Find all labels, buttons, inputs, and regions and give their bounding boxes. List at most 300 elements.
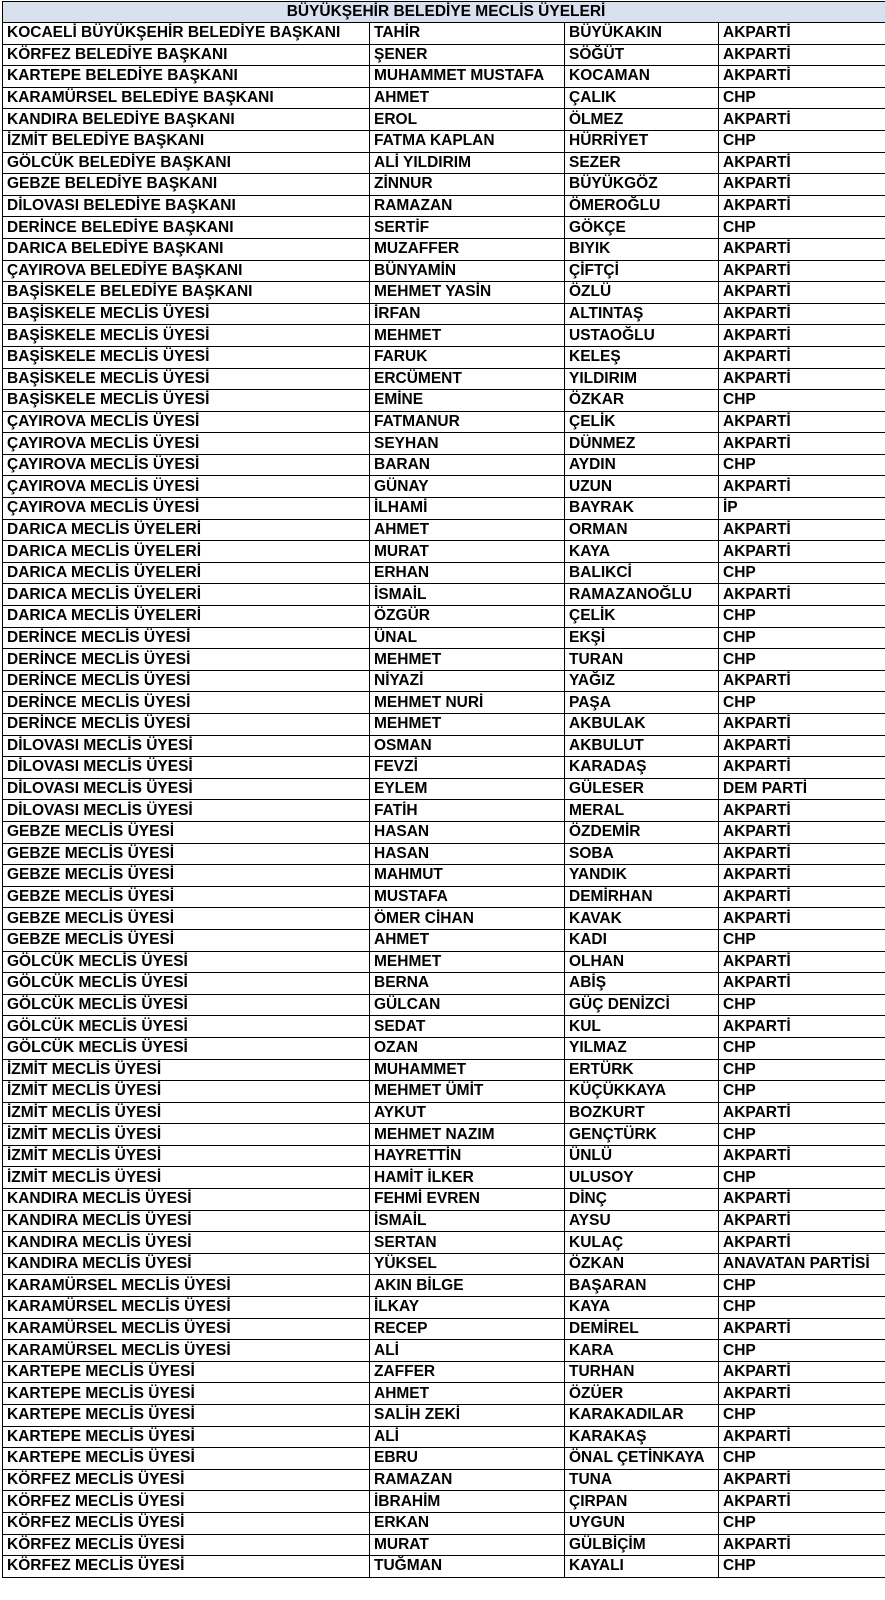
party-cell: CHP	[719, 562, 885, 584]
first-name-cell: EBRU	[370, 1448, 565, 1470]
first-name-cell: FATİH	[370, 800, 565, 822]
table-row	[3, 346, 885, 368]
position-cell: KARTEPE MECLİS ÜYESİ	[3, 1426, 370, 1448]
party-cell: AKPARTİ	[719, 908, 885, 930]
first-name-cell: MEHMET NAZIM	[370, 1124, 565, 1146]
party-cell: AKPARTİ	[719, 1426, 885, 1448]
party-cell: AKPARTİ	[719, 1318, 885, 1340]
party-cell: AKPARTİ	[719, 1210, 885, 1232]
position-cell: ÇAYIROVA MECLİS ÜYESİ	[3, 411, 370, 433]
last-name-cell: AKBULUT	[565, 735, 719, 757]
position-cell: KARAMÜRSEL MECLİS ÜYESİ	[3, 1318, 370, 1340]
party-cell: İP	[719, 498, 885, 520]
party-cell: AKPARTİ	[719, 238, 885, 260]
position-cell: GÖLCÜK BELEDİYE BAŞKANI	[3, 152, 370, 174]
party-cell: AKPARTİ	[719, 282, 885, 304]
last-name-cell: KÜÇÜKKAYA	[565, 1081, 719, 1103]
party-cell: AKPARTİ	[719, 821, 885, 843]
last-name-cell: ALTINTAŞ	[565, 303, 719, 325]
position-cell: GÖLCÜK MECLİS ÜYESİ	[3, 973, 370, 995]
party-cell: CHP	[719, 1275, 885, 1297]
position-cell: DİLOVASI MECLİS ÜYESİ	[3, 735, 370, 757]
table-row	[3, 282, 885, 304]
party-cell: CHP	[719, 994, 885, 1016]
first-name-cell: SERTAN	[370, 1232, 565, 1254]
first-name-cell: HASAN	[370, 821, 565, 843]
last-name-cell: ÖZKAR	[565, 390, 719, 412]
table-row	[3, 1037, 885, 1059]
first-name-cell: AKIN BİLGE	[370, 1275, 565, 1297]
first-name-cell: ÖZGÜR	[370, 606, 565, 628]
last-name-cell: SEZER	[565, 152, 719, 174]
first-name-cell: YÜKSEL	[370, 1253, 565, 1275]
table-row	[3, 714, 885, 736]
position-cell: BAŞİSKELE MECLİS ÜYESİ	[3, 325, 370, 347]
position-cell: İZMİT MECLİS ÜYESİ	[3, 1124, 370, 1146]
first-name-cell: İLKAY	[370, 1297, 565, 1319]
party-cell: ANAVATAN PARTİSİ	[719, 1253, 885, 1275]
party-cell: CHP	[719, 1448, 885, 1470]
first-name-cell: ÖMER CİHAN	[370, 908, 565, 930]
last-name-cell: YILMAZ	[565, 1037, 719, 1059]
table-row	[3, 1491, 885, 1513]
last-name-cell: KADI	[565, 929, 719, 951]
table-row	[3, 1383, 885, 1405]
position-cell: KÖRFEZ BELEDİYE BAŞKANI	[3, 44, 370, 66]
party-cell: AKPARTİ	[719, 1534, 885, 1556]
table-row	[3, 368, 885, 390]
party-cell: AKPARTİ	[719, 260, 885, 282]
position-cell: DARICA MECLİS ÜYELERİ	[3, 562, 370, 584]
first-name-cell: EYLEM	[370, 778, 565, 800]
position-cell: İZMİT MECLİS ÜYESİ	[3, 1059, 370, 1081]
last-name-cell: KULAÇ	[565, 1232, 719, 1254]
first-name-cell: FARUK	[370, 346, 565, 368]
first-name-cell: ZAFFER	[370, 1361, 565, 1383]
first-name-cell: FEHMİ EVREN	[370, 1189, 565, 1211]
table-row	[3, 44, 885, 66]
party-cell: CHP	[719, 1037, 885, 1059]
party-cell: CHP	[719, 217, 885, 239]
last-name-cell: ERTÜRK	[565, 1059, 719, 1081]
last-name-cell: YILDIRIM	[565, 368, 719, 390]
last-name-cell: BÜYÜKAKIN	[565, 23, 719, 45]
last-name-cell: KAYA	[565, 1297, 719, 1319]
party-cell: AKPARTİ	[719, 44, 885, 66]
party-cell: AKPARTİ	[719, 886, 885, 908]
last-name-cell: GÜÇ DENİZCİ	[565, 994, 719, 1016]
first-name-cell: MEHMET ÜMİT	[370, 1081, 565, 1103]
position-cell: İZMİT MECLİS ÜYESİ	[3, 1167, 370, 1189]
first-name-cell: AHMET	[370, 929, 565, 951]
position-cell: DERİNCE MECLİS ÜYESİ	[3, 627, 370, 649]
position-cell: GEBZE MECLİS ÜYESİ	[3, 843, 370, 865]
party-cell: CHP	[719, 1297, 885, 1319]
position-cell: KANDIRA MECLİS ÜYESİ	[3, 1253, 370, 1275]
party-cell: CHP	[719, 1405, 885, 1427]
table-row	[3, 519, 885, 541]
table-row	[3, 1145, 885, 1167]
last-name-cell: PAŞA	[565, 692, 719, 714]
table-row	[3, 1081, 885, 1103]
first-name-cell: GÜNAY	[370, 476, 565, 498]
table-row	[3, 800, 885, 822]
last-name-cell: ORMAN	[565, 519, 719, 541]
position-cell: DERİNCE MECLİS ÜYESİ	[3, 692, 370, 714]
position-cell: GEBZE MECLİS ÜYESİ	[3, 865, 370, 887]
party-cell: AKPARTİ	[719, 865, 885, 887]
first-name-cell: AHMET	[370, 1383, 565, 1405]
last-name-cell: ÇALIK	[565, 87, 719, 109]
last-name-cell: BALIKCİ	[565, 562, 719, 584]
party-cell: CHP	[719, 1556, 885, 1578]
first-name-cell: OSMAN	[370, 735, 565, 757]
position-cell: KARTEPE MECLİS ÜYESİ	[3, 1405, 370, 1427]
table-row	[3, 1534, 885, 1556]
last-name-cell: KELEŞ	[565, 346, 719, 368]
table-row	[3, 1102, 885, 1124]
last-name-cell: BIYIK	[565, 238, 719, 260]
table-row	[3, 1016, 885, 1038]
table-row	[3, 1253, 885, 1275]
last-name-cell: KARAKAŞ	[565, 1426, 719, 1448]
first-name-cell: TAHİR	[370, 23, 565, 45]
party-cell: AKPARTİ	[719, 66, 885, 88]
party-cell: CHP	[719, 1340, 885, 1362]
first-name-cell: ALİ	[370, 1340, 565, 1362]
party-cell: AKPARTİ	[719, 1145, 885, 1167]
first-name-cell: İSMAİL	[370, 584, 565, 606]
table-row	[3, 1210, 885, 1232]
first-name-cell: EROL	[370, 109, 565, 131]
last-name-cell: ÇIRPAN	[565, 1491, 719, 1513]
first-name-cell: AHMET	[370, 519, 565, 541]
last-name-cell: KAYALI	[565, 1556, 719, 1578]
party-cell: AKPARTİ	[719, 519, 885, 541]
last-name-cell: GENÇTÜRK	[565, 1124, 719, 1146]
first-name-cell: EMİNE	[370, 390, 565, 412]
party-cell: AKPARTİ	[719, 303, 885, 325]
first-name-cell: ALİ	[370, 1426, 565, 1448]
party-cell: AKPARTİ	[719, 1491, 885, 1513]
last-name-cell: ULUSOY	[565, 1167, 719, 1189]
first-name-cell: ÜNAL	[370, 627, 565, 649]
first-name-cell: FATMA KAPLAN	[370, 130, 565, 152]
last-name-cell: DEMİREL	[565, 1318, 719, 1340]
table-row	[3, 843, 885, 865]
last-name-cell: ÇİFTÇİ	[565, 260, 719, 282]
table-row	[3, 541, 885, 563]
last-name-cell: KOCAMAN	[565, 66, 719, 88]
table-row	[3, 303, 885, 325]
last-name-cell: ÖLMEZ	[565, 109, 719, 131]
last-name-cell: ÖZÜER	[565, 1383, 719, 1405]
last-name-cell: TURAN	[565, 649, 719, 671]
first-name-cell: MURAT	[370, 541, 565, 563]
last-name-cell: TUNA	[565, 1469, 719, 1491]
party-cell: AKPARTİ	[719, 843, 885, 865]
position-cell: İZMİT MECLİS ÜYESİ	[3, 1081, 370, 1103]
party-cell: AKPARTİ	[719, 368, 885, 390]
last-name-cell: ÖZLÜ	[565, 282, 719, 304]
table-row	[3, 152, 885, 174]
table-row	[3, 87, 885, 109]
last-name-cell: UZUN	[565, 476, 719, 498]
party-cell: AKPARTİ	[719, 800, 885, 822]
last-name-cell: DİNÇ	[565, 1189, 719, 1211]
party-cell: CHP	[719, 87, 885, 109]
last-name-cell: GÜLESER	[565, 778, 719, 800]
table-row	[3, 951, 885, 973]
position-cell: KARAMÜRSEL BELEDİYE BAŞKANI	[3, 87, 370, 109]
last-name-cell: KAYA	[565, 541, 719, 563]
table-row	[3, 217, 885, 239]
first-name-cell: OZAN	[370, 1037, 565, 1059]
party-cell: AKPARTİ	[719, 1469, 885, 1491]
position-cell: KÖRFEZ MECLİS ÜYESİ	[3, 1512, 370, 1534]
party-cell: AKPARTİ	[719, 1016, 885, 1038]
table-row	[3, 109, 885, 131]
table-row	[3, 1512, 885, 1534]
last-name-cell: ÖZDEMİR	[565, 821, 719, 843]
last-name-cell: ÖNAL ÇETİNKAYA	[565, 1448, 719, 1470]
last-name-cell: BÜYÜKGÖZ	[565, 174, 719, 196]
position-cell: DARICA MECLİS ÜYELERİ	[3, 541, 370, 563]
last-name-cell: KARAKADILAR	[565, 1405, 719, 1427]
table-row	[3, 865, 885, 887]
first-name-cell: SERTİF	[370, 217, 565, 239]
position-cell: KANDIRA MECLİS ÜYESİ	[3, 1210, 370, 1232]
position-cell: KARAMÜRSEL MECLİS ÜYESİ	[3, 1340, 370, 1362]
first-name-cell: MAHMUT	[370, 865, 565, 887]
table-row	[3, 757, 885, 779]
party-cell: CHP	[719, 390, 885, 412]
party-cell: CHP	[719, 1167, 885, 1189]
position-cell: GÖLCÜK MECLİS ÜYESİ	[3, 994, 370, 1016]
first-name-cell: AYKUT	[370, 1102, 565, 1124]
last-name-cell: ABİŞ	[565, 973, 719, 995]
table-row	[3, 908, 885, 930]
last-name-cell: YAĞIZ	[565, 670, 719, 692]
first-name-cell: İLHAMİ	[370, 498, 565, 520]
first-name-cell: RAMAZAN	[370, 1469, 565, 1491]
position-cell: KÖRFEZ MECLİS ÜYESİ	[3, 1491, 370, 1513]
first-name-cell: NİYAZİ	[370, 670, 565, 692]
table-row	[3, 649, 885, 671]
party-cell: CHP	[719, 1512, 885, 1534]
first-name-cell: MUZAFFER	[370, 238, 565, 260]
council-members-table	[2, 1, 885, 1578]
table-title: BÜYÜKŞEHİR BELEDİYE MECLİS ÜYELERİ	[3, 2, 885, 23]
position-cell: GÖLCÜK MECLİS ÜYESİ	[3, 1016, 370, 1038]
party-cell: CHP	[719, 929, 885, 951]
table-row	[3, 1469, 885, 1491]
position-cell: DERİNCE MECLİS ÜYESİ	[3, 649, 370, 671]
party-cell: AKPARTİ	[719, 109, 885, 131]
table-row	[3, 1059, 885, 1081]
table-row	[3, 929, 885, 951]
table-row	[3, 1405, 885, 1427]
position-cell: ÇAYIROVA BELEDİYE BAŞKANI	[3, 260, 370, 282]
first-name-cell: GÜLCAN	[370, 994, 565, 1016]
first-name-cell: MEHMET	[370, 714, 565, 736]
position-cell: DARICA MECLİS ÜYELERİ	[3, 519, 370, 541]
party-cell: AKPARTİ	[719, 973, 885, 995]
first-name-cell: ZİNNUR	[370, 174, 565, 196]
last-name-cell: OLHAN	[565, 951, 719, 973]
first-name-cell: ALİ YILDIRIM	[370, 152, 565, 174]
position-cell: DARICA MECLİS ÜYELERİ	[3, 584, 370, 606]
position-cell: GEBZE MECLİS ÜYESİ	[3, 929, 370, 951]
position-cell: KARAMÜRSEL MECLİS ÜYESİ	[3, 1297, 370, 1319]
position-cell: ÇAYIROVA MECLİS ÜYESİ	[3, 498, 370, 520]
party-cell: CHP	[719, 606, 885, 628]
table-row	[3, 1448, 885, 1470]
first-name-cell: BERNA	[370, 973, 565, 995]
party-cell: AKPARTİ	[719, 714, 885, 736]
party-cell: AKPARTİ	[719, 1361, 885, 1383]
position-cell: KOCAELİ BÜYÜKŞEHİR BELEDİYE BAŞKANI	[3, 23, 370, 45]
first-name-cell: FEVZİ	[370, 757, 565, 779]
table-row	[3, 411, 885, 433]
table-row	[3, 562, 885, 584]
first-name-cell: AHMET	[370, 87, 565, 109]
party-cell: CHP	[719, 454, 885, 476]
table-row	[3, 238, 885, 260]
table-row	[3, 1426, 885, 1448]
first-name-cell: ERHAN	[370, 562, 565, 584]
position-cell: BAŞİSKELE MECLİS ÜYESİ	[3, 390, 370, 412]
party-cell: CHP	[719, 130, 885, 152]
position-cell: GÖLCÜK MECLİS ÜYESİ	[3, 951, 370, 973]
title-row	[3, 2, 885, 23]
party-cell: AKPARTİ	[719, 1232, 885, 1254]
last-name-cell: KARADAŞ	[565, 757, 719, 779]
first-name-cell: HASAN	[370, 843, 565, 865]
first-name-cell: MEHMET	[370, 649, 565, 671]
last-name-cell: USTAOĞLU	[565, 325, 719, 347]
last-name-cell: AYSU	[565, 1210, 719, 1232]
last-name-cell: ÇELİK	[565, 411, 719, 433]
table-row	[3, 195, 885, 217]
position-cell: BAŞİSKELE BELEDİYE BAŞKANI	[3, 282, 370, 304]
table-row	[3, 1340, 885, 1362]
party-cell: CHP	[719, 1124, 885, 1146]
table-row	[3, 433, 885, 455]
party-cell: AKPARTİ	[719, 325, 885, 347]
table-row	[3, 174, 885, 196]
first-name-cell: MEHMET NURİ	[370, 692, 565, 714]
last-name-cell: SOBA	[565, 843, 719, 865]
last-name-cell: YANDIK	[565, 865, 719, 887]
position-cell: KARTEPE MECLİS ÜYESİ	[3, 1448, 370, 1470]
table-row	[3, 260, 885, 282]
table-row	[3, 735, 885, 757]
last-name-cell: BAYRAK	[565, 498, 719, 520]
position-cell: İZMİT MECLİS ÜYESİ	[3, 1145, 370, 1167]
last-name-cell: AYDIN	[565, 454, 719, 476]
position-cell: GEBZE MECLİS ÜYESİ	[3, 886, 370, 908]
position-cell: ÇAYIROVA MECLİS ÜYESİ	[3, 454, 370, 476]
position-cell: DARICA MECLİS ÜYELERİ	[3, 606, 370, 628]
position-cell: DERİNCE MECLİS ÜYESİ	[3, 714, 370, 736]
first-name-cell: MEHMET YASİN	[370, 282, 565, 304]
first-name-cell: BARAN	[370, 454, 565, 476]
table-row	[3, 627, 885, 649]
last-name-cell: GÜLBİÇİM	[565, 1534, 719, 1556]
position-cell: KÖRFEZ MECLİS ÜYESİ	[3, 1556, 370, 1578]
position-cell: KÖRFEZ MECLİS ÜYESİ	[3, 1534, 370, 1556]
party-cell: DEM PARTİ	[719, 778, 885, 800]
last-name-cell: DÜNMEZ	[565, 433, 719, 455]
party-cell: CHP	[719, 1059, 885, 1081]
last-name-cell: GÖKÇE	[565, 217, 719, 239]
table-row	[3, 821, 885, 843]
last-name-cell: MERAL	[565, 800, 719, 822]
position-cell: GEBZE BELEDİYE BAŞKANI	[3, 174, 370, 196]
last-name-cell: KUL	[565, 1016, 719, 1038]
table-body	[3, 23, 885, 1578]
position-cell: DİLOVASI BELEDİYE BAŞKANI	[3, 195, 370, 217]
party-cell: CHP	[719, 1081, 885, 1103]
last-name-cell: EKŞİ	[565, 627, 719, 649]
last-name-cell: KARA	[565, 1340, 719, 1362]
table-row	[3, 66, 885, 88]
last-name-cell: ÜNLÜ	[565, 1145, 719, 1167]
party-cell: AKPARTİ	[719, 951, 885, 973]
party-cell: AKPARTİ	[719, 541, 885, 563]
position-cell: KARTEPE MECLİS ÜYESİ	[3, 1383, 370, 1405]
first-name-cell: SEDAT	[370, 1016, 565, 1038]
party-cell: AKPARTİ	[719, 476, 885, 498]
first-name-cell: MEHMET	[370, 951, 565, 973]
first-name-cell: SALİH ZEKİ	[370, 1405, 565, 1427]
party-cell: AKPARTİ	[719, 1102, 885, 1124]
first-name-cell: FATMANUR	[370, 411, 565, 433]
last-name-cell: DEMİRHAN	[565, 886, 719, 908]
position-cell: KARTEPE MECLİS ÜYESİ	[3, 1361, 370, 1383]
position-cell: ÇAYIROVA MECLİS ÜYESİ	[3, 433, 370, 455]
table-row	[3, 454, 885, 476]
first-name-cell: İBRAHİM	[370, 1491, 565, 1513]
position-cell: İZMİT MECLİS ÜYESİ	[3, 1102, 370, 1124]
table-row	[3, 886, 885, 908]
table-row	[3, 23, 885, 45]
table-row	[3, 130, 885, 152]
party-cell: AKPARTİ	[719, 195, 885, 217]
table-row	[3, 1167, 885, 1189]
position-cell: DERİNCE MECLİS ÜYESİ	[3, 670, 370, 692]
last-name-cell: HÜRRİYET	[565, 130, 719, 152]
position-cell: DERİNCE BELEDİYE BAŞKANI	[3, 217, 370, 239]
table-row	[3, 973, 885, 995]
last-name-cell: TURHAN	[565, 1361, 719, 1383]
position-cell: BAŞİSKELE MECLİS ÜYESİ	[3, 303, 370, 325]
position-cell: KARTEPE BELEDİYE BAŞKANI	[3, 66, 370, 88]
table-row	[3, 1361, 885, 1383]
table-row	[3, 325, 885, 347]
table-row	[3, 670, 885, 692]
table-row	[3, 476, 885, 498]
table-row	[3, 1124, 885, 1146]
first-name-cell: İSMAİL	[370, 1210, 565, 1232]
party-cell: AKPARTİ	[719, 346, 885, 368]
position-cell: GÖLCÜK MECLİS ÜYESİ	[3, 1037, 370, 1059]
party-cell: AKPARTİ	[719, 174, 885, 196]
party-cell: AKPARTİ	[719, 433, 885, 455]
first-name-cell: HAYRETTİN	[370, 1145, 565, 1167]
position-cell: KANDIRA MECLİS ÜYESİ	[3, 1232, 370, 1254]
